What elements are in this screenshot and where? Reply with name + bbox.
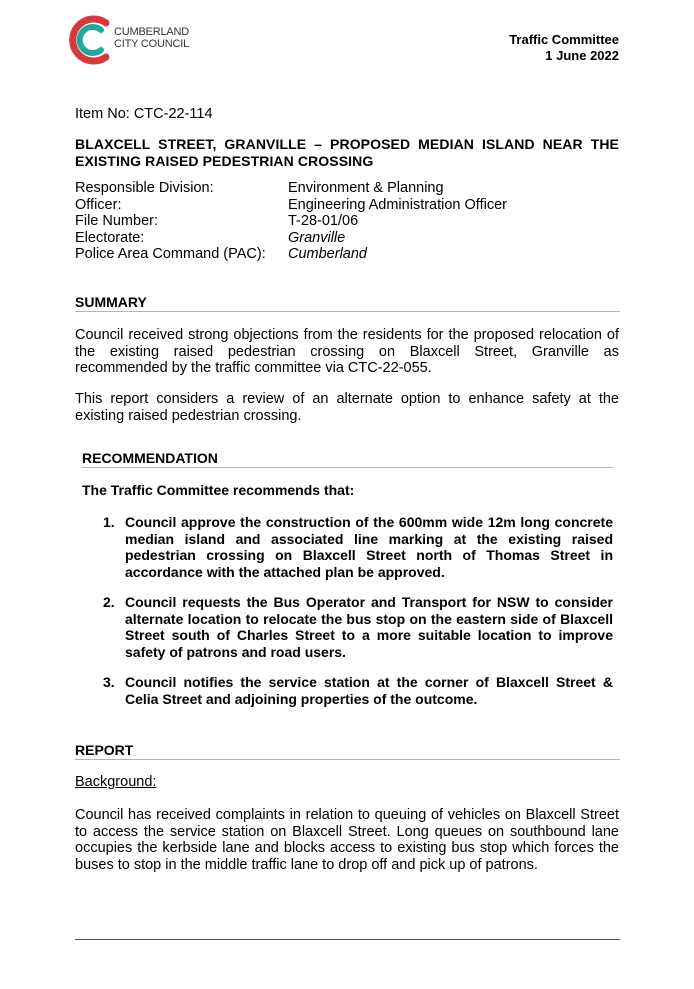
recommendation-intro: The Traffic Committee recommends that: xyxy=(82,482,355,498)
logo-wordmark xyxy=(114,26,189,50)
meta-value: T-28-01/06 xyxy=(288,213,359,229)
summary-paragraph: This report considers a review of an alternate option to enhance safety at the existing raised pedestrian crossing. xyxy=(75,391,619,424)
council-logo-icon xyxy=(66,13,114,67)
item-number-label: 2. xyxy=(103,594,115,610)
meta-label: Responsible Division: xyxy=(75,180,214,196)
summary-divider xyxy=(75,311,620,312)
summary-heading: SUMMARY xyxy=(75,294,147,310)
recommendation-item xyxy=(103,674,613,707)
summary-paragraph: Council received strong objections from the residents for the proposed relocation of the existing raised pedestrian crossing on Blaxcell Street, Granville as recommended by the traffic committee via CTC-22-055. xyxy=(75,327,619,376)
report-divider xyxy=(75,759,620,760)
item-text: Council requests the Bus Operator and Transport for NSW to consider alternate location to relocate the bus stop on the eastern side of Blaxcell Street south of Charles Street to a more suitable location to improve safety of patrons and road users. xyxy=(125,594,613,660)
meta-label: Officer: xyxy=(75,196,122,213)
footer-divider xyxy=(75,939,620,940)
recommendation-item xyxy=(103,514,613,580)
logo-line-2: CITY COUNCIL xyxy=(114,38,190,50)
recommendation-divider xyxy=(82,467,613,468)
meta-value: Granville xyxy=(288,229,346,246)
council-logo xyxy=(66,13,196,67)
meta-row xyxy=(75,180,507,197)
logo-line-1: CUMBERLAND xyxy=(114,26,190,38)
background-paragraph: Council has received complaints in relation to queuing of vehicles on Blaxcell Street to access the service station on Blaxcell Street. Long queues on southbound lane occupies the kerbside lane and blocks access to existing bus stop which forces the buses to stop in the middle traffic lane to drop off and pick up of patrons. xyxy=(75,807,619,873)
meta-value: Engineering Administration Officer xyxy=(288,196,507,213)
item-number-label: 3. xyxy=(103,674,115,690)
item-text: Council notifies the service station at the corner of Blaxcell Street & Celia Street and adjoining properties of the outcome. xyxy=(125,674,613,707)
report-heading: REPORT xyxy=(75,742,134,758)
recommendation-heading: RECOMMENDATION xyxy=(82,450,218,466)
meta-value: Cumberland xyxy=(288,246,367,262)
report-metadata xyxy=(75,180,507,263)
meta-label: Electorate: xyxy=(75,229,145,246)
meta-label: File Number: xyxy=(75,213,158,229)
meta-value: Environment & Planning xyxy=(288,180,444,196)
meta-row xyxy=(75,213,507,230)
meta-row xyxy=(75,197,507,214)
recommendation-item xyxy=(103,594,613,660)
meeting-date: 1 June 2022 xyxy=(545,48,619,63)
item-number: Item No: CTC-22-114 xyxy=(75,106,213,122)
background-subheading: Background: xyxy=(75,774,157,790)
meta-row xyxy=(75,246,507,263)
meta-label: Police Area Command (PAC): xyxy=(75,246,266,262)
document-header xyxy=(509,32,619,64)
meta-row xyxy=(75,230,507,247)
committee-name: Traffic Committee xyxy=(509,32,619,47)
item-text: Council approve the construction of the 600mm wide 12m long concrete median island and associated line marking at the existing raised pedestrian crossing on Blaxcell Street north of Thomas Street in accordance with the attached plan be approved. xyxy=(125,514,613,580)
report-title: BLAXCELL STREET, GRANVILLE – PROPOSED MEDIAN ISLAND NEAR THE EXISTING RAISED PEDESTRIAN CROSSING xyxy=(75,136,619,169)
item-number-label: 1. xyxy=(103,514,115,530)
